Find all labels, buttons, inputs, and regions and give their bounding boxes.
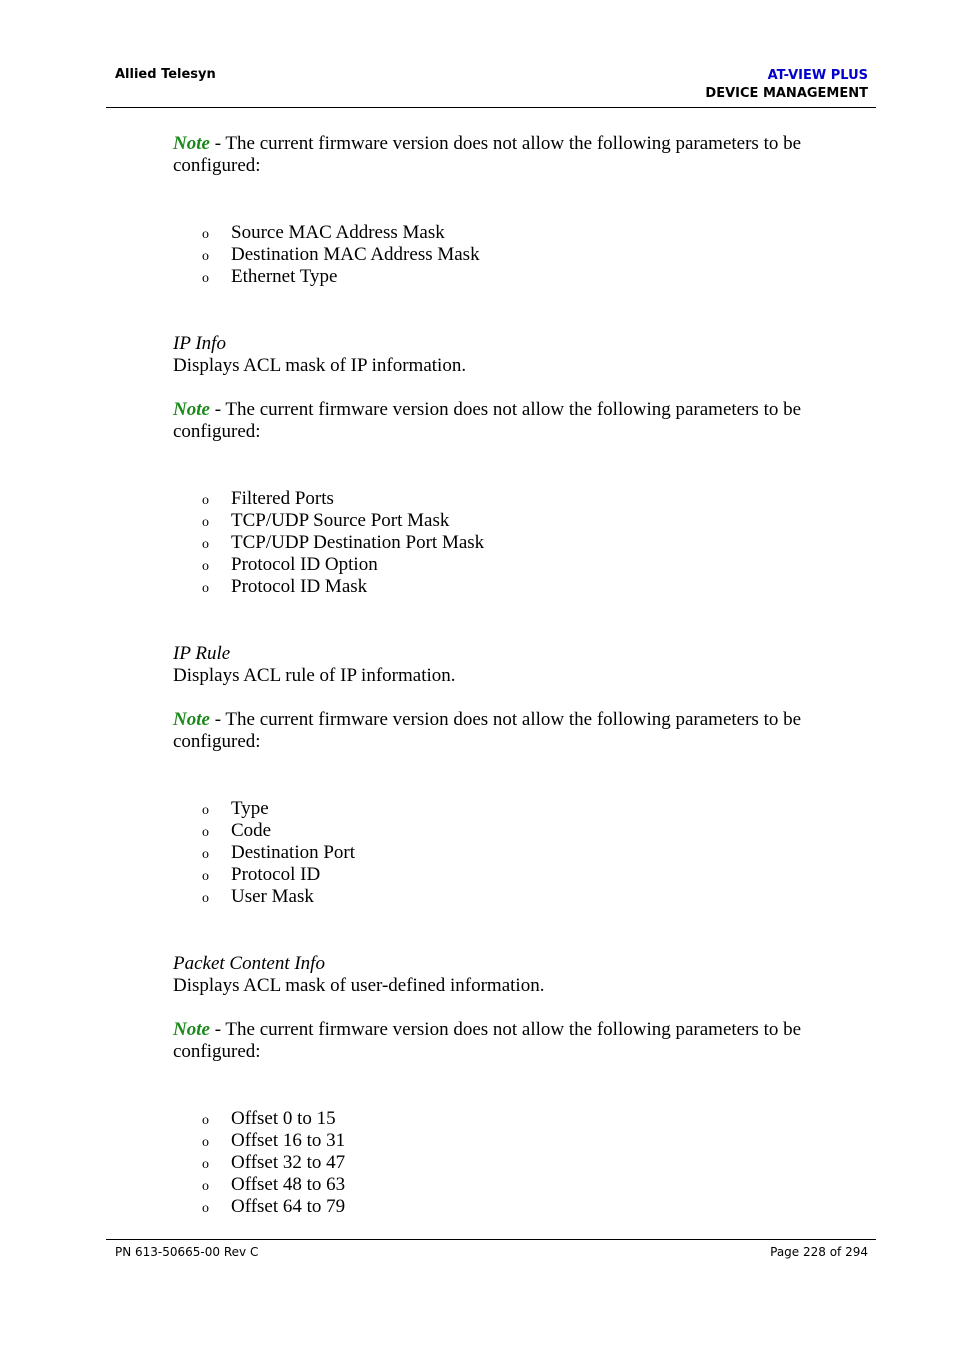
bullet-icon: o [202,803,209,818]
bullet-icon: o [202,559,209,574]
note-text: - The current firmware version does not allow the following parameters to be configured: [173,1019,802,1062]
header-rule [106,107,876,108]
list-item: o Offset 32 to 47 [173,1152,823,1174]
bullet-icon: o [202,537,209,552]
bullet-icon: o [202,227,209,242]
section-heading: IP Info [173,333,226,354]
footer-part-number: PN 613-50665-00 Rev C [115,1245,259,1259]
note-paragraph [173,709,823,753]
list-item: o Type [173,798,823,820]
list-item: o TCP/UDP Source Port Mask [173,510,823,532]
param-list [173,222,823,288]
header-product: AT-VIEW PLUS [767,68,868,83]
footer-page-number: Page 228 of 294 [770,1245,868,1259]
list-item: o Source MAC Address Mask [173,222,823,244]
bullet-icon: o [202,1135,209,1150]
bullet-icon: o [202,581,209,596]
list-item: o User Mask [173,886,823,908]
section-heading: IP Rule [173,643,231,664]
param-list [173,488,823,598]
section-description: Displays ACL mask of user-defined information. [173,975,545,996]
list-item: o Offset 64 to 79 [173,1196,823,1218]
note-label: Note [173,709,210,730]
section-description: Displays ACL mask of IP information. [173,355,467,376]
note-text: - The current firmware version does not allow the following parameters to be configured: [173,133,802,176]
list-item: o TCP/UDP Destination Port Mask [173,532,823,554]
note-paragraph [173,1019,823,1063]
bullet-icon: o [202,891,209,906]
list-item: o Protocol ID [173,864,823,886]
note-label: Note [173,133,210,154]
param-list [173,798,823,908]
bullet-icon: o [202,825,209,840]
header-section: DEVICE MANAGEMENT [705,86,868,101]
page-content [173,133,823,1218]
bullet-icon: o [202,847,209,862]
bullet-icon: o [202,1157,209,1172]
note-text: - The current firmware version does not allow the following parameters to be configured: [173,709,802,752]
note-label: Note [173,399,210,420]
bullet-icon: o [202,869,209,884]
header-company: Allied Telesyn [115,67,216,82]
list-item: o Destination MAC Address Mask [173,244,823,266]
footer-rule [106,1239,876,1240]
bullet-icon: o [202,1179,209,1194]
list-item: o Offset 16 to 31 [173,1130,823,1152]
list-item: o Ethernet Type [173,266,823,288]
section-heading: Packet Content Info [173,953,325,974]
param-list [173,1108,823,1218]
list-item: o Filtered Ports [173,488,823,510]
list-item: o Destination Port [173,842,823,864]
list-item: o Code [173,820,823,842]
note-label: Note [173,1019,210,1040]
bullet-icon: o [202,1113,209,1128]
note-paragraph [173,133,823,177]
list-item: o Protocol ID Mask [173,576,823,598]
bullet-icon: o [202,249,209,264]
list-item: o Protocol ID Option [173,554,823,576]
list-item: o Offset 48 to 63 [173,1174,823,1196]
section-description: Displays ACL rule of IP information. [173,665,456,686]
note-text: - The current firmware version does not allow the following parameters to be configured: [173,399,802,442]
list-item: o Offset 0 to 15 [173,1108,823,1130]
bullet-icon: o [202,271,209,286]
note-paragraph [173,399,823,443]
header-title-block [705,67,868,103]
bullet-icon: o [202,493,209,508]
bullet-icon: o [202,1201,209,1216]
bullet-icon: o [202,515,209,530]
